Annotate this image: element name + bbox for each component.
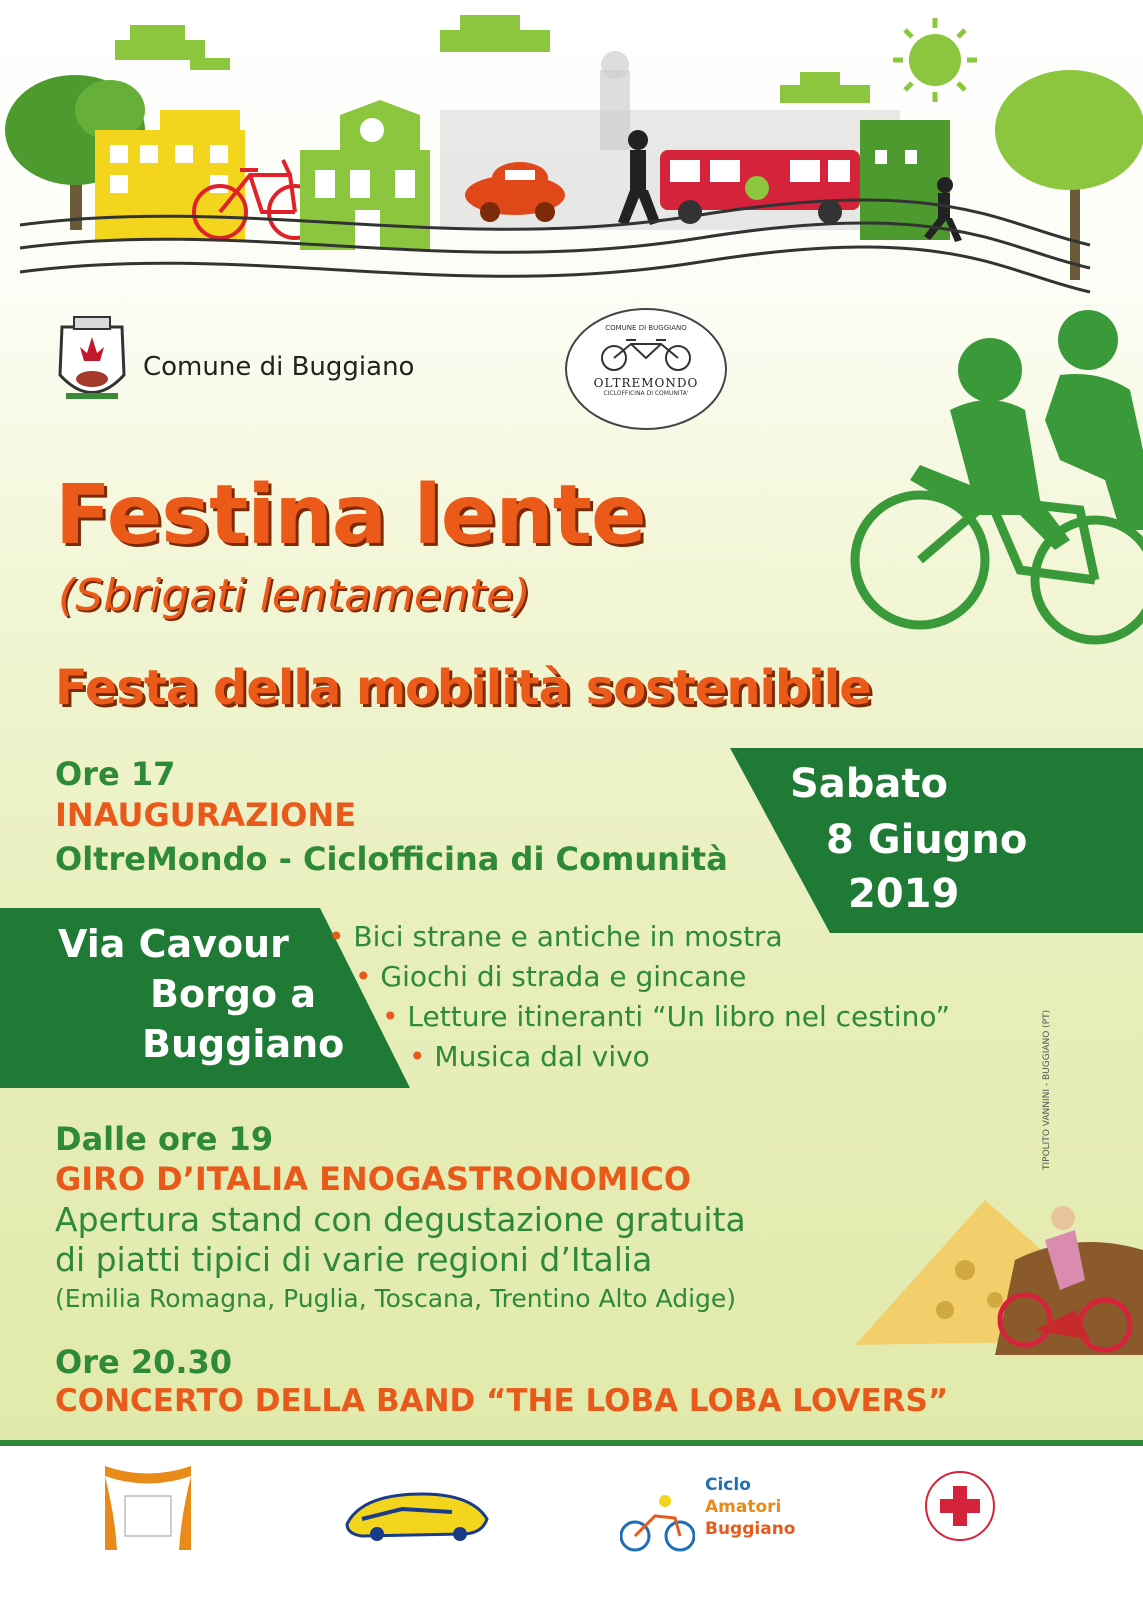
poster-title: Festina lente (55, 468, 646, 563)
activity-item: • Bici strane e antiche in mostra (328, 920, 783, 953)
event2-desc1: Apertura stand con degustazione gratuita (55, 1200, 746, 1239)
date-year: 2019 (848, 871, 960, 917)
activity-item: • Letture itineranti “Un libro nel cestino” (382, 1000, 950, 1033)
sun-icon (893, 18, 977, 102)
cyclist-logo-icon (620, 1486, 695, 1556)
date-month: 8 Giugno (826, 817, 1028, 863)
event1-title: INAUGURAZIONE (55, 796, 357, 834)
activity-item: • Musica dal vivo (409, 1040, 650, 1073)
event2-title: GIRO D’ITALIA ENOGASTRONOMICO (55, 1160, 692, 1198)
location-line1: Via Cavour (58, 922, 289, 966)
coat-of-arms-logo (52, 315, 132, 410)
event3-time: Ore 20.30 (55, 1343, 233, 1381)
poster-subtitle: (Sbrigati lentamente) (58, 570, 531, 621)
sponsor-footer (0, 1446, 1143, 1600)
theatre-logo (105, 1466, 191, 1550)
red-cross-logo (920, 1468, 1000, 1554)
date-day: Sabato (790, 761, 949, 807)
oltremondo-logo: COMUNE DI BUGGIANO OLTREMONDO CICLOFFICINA DI COMUNITA' (565, 308, 727, 430)
event1-place: OltreMondo - Ciclofficina di Comunità (55, 840, 728, 878)
tandem-bicycle-icon (596, 332, 696, 372)
org-name: Comune di Buggiano (143, 352, 415, 382)
event2-desc2: di piatti tipici di varie regioni d’Italia (55, 1240, 653, 1279)
activity-item: • Giochi di strada e gincane (355, 960, 746, 993)
festival-name: Festa della mobilità sostenibile (55, 660, 871, 716)
event3-title: CONCERTO DELLA BAND “THE LOBA LOBA LOVERS” (55, 1383, 949, 1419)
car-club-logo (342, 1484, 492, 1544)
event2-regions: (Emilia Romagna, Puglia, Toscana, Trentino Alto Adige) (55, 1284, 737, 1313)
ciclo-amatori-logo-text: Ciclo Amatori Buggiano (705, 1475, 796, 1539)
event2-time: Dalle ore 19 (55, 1120, 274, 1158)
location-line3: Buggiano (142, 1022, 345, 1066)
printer-credit: TIPOLITO VANNINI - BUGGIANO (PT) (1042, 1009, 1052, 1170)
event1-time: Ore 17 (55, 755, 176, 793)
tree-icon (995, 70, 1143, 280)
food-cyclist-illustration (845, 1180, 1143, 1355)
town-illustration (0, 0, 1143, 320)
cyclists-silhouette-icon (840, 300, 1143, 660)
location-line2: Borgo a (150, 972, 316, 1016)
